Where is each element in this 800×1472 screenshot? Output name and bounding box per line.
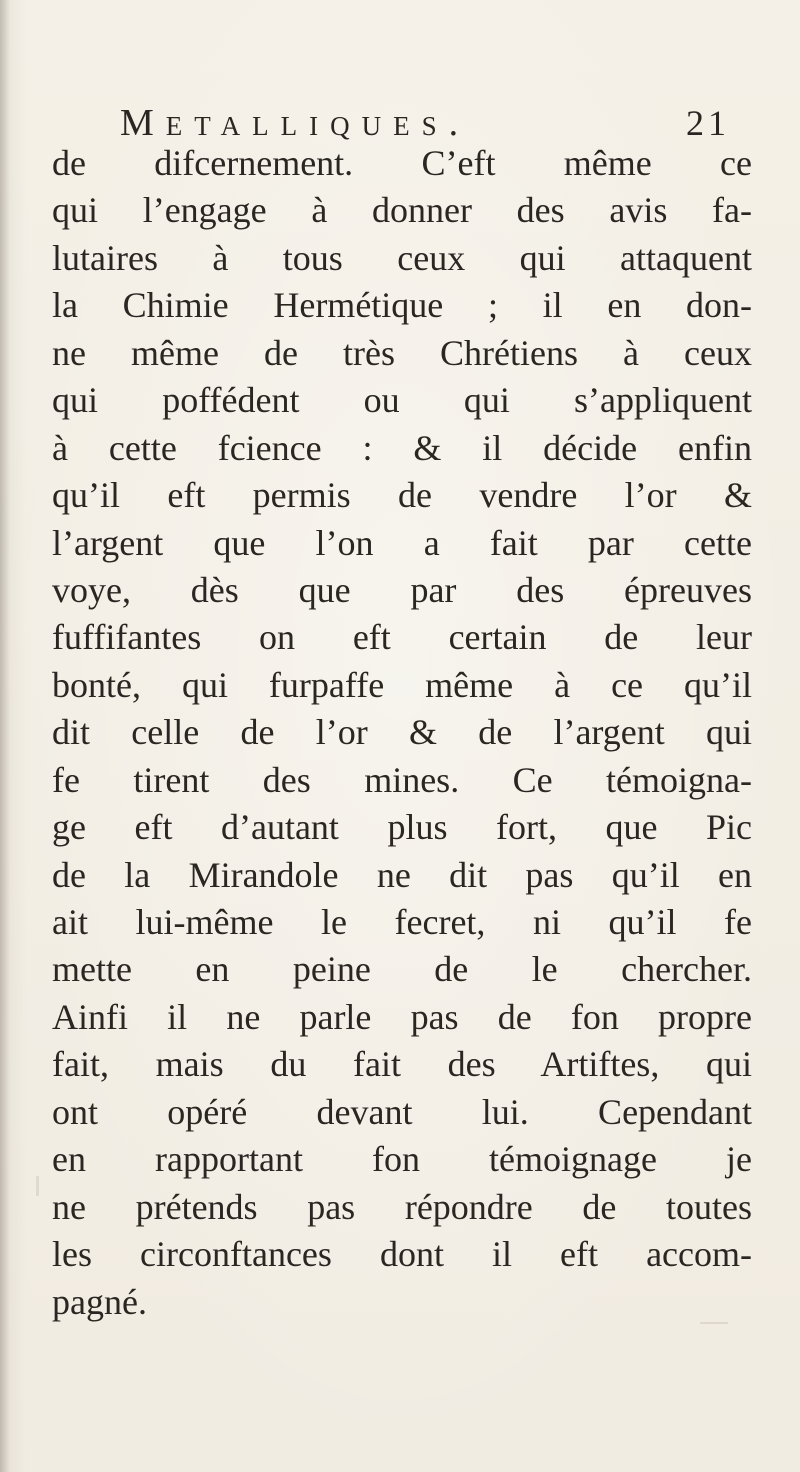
text-line: voye, dès que par des épreuves <box>52 569 752 610</box>
text-line: ne même de très Chrétiens à ceux <box>52 332 752 373</box>
text-line: pagné. <box>52 1281 147 1322</box>
text-line: qui l’engage à donner des avis fa- <box>52 190 752 231</box>
running-title: Metalliques. <box>120 102 471 144</box>
text-line: les circonftances dont il eft accom- <box>52 1234 752 1275</box>
text-line: fe tirent des mines. Ce témoigna- <box>52 759 752 800</box>
text-line: de difcernement. C’eft même ce <box>52 143 752 183</box>
text-line: fait, mais du fait des Artiftes, qui <box>52 1044 752 1085</box>
page-edge-shadow <box>0 0 10 1472</box>
paper-blemish <box>700 1322 728 1324</box>
text-line: en rapportant fon témoignage je <box>52 1139 752 1180</box>
text-line: ait lui-même le fecret, ni qu’il fe <box>52 902 752 942</box>
text-line: Ainfi il ne parle pas de fon propre <box>52 996 752 1037</box>
text-line: ont opéré devant lui. Cependant <box>52 1091 752 1132</box>
text-line: ge eft d’autant plus fort, que Pic <box>52 807 752 848</box>
paper-blemish <box>36 1176 39 1196</box>
text-line: ne prétends pas répondre de toutes <box>52 1186 752 1227</box>
text-line: qu’il eft permis de vendre l’or & <box>52 475 752 516</box>
text-line: à cette fcience : & il décide enfin <box>52 427 752 468</box>
text-line: mette en peine de le chercher. <box>52 949 752 990</box>
text-line: l’argent que l’on a fait par cette <box>52 522 752 563</box>
text-line: fuffifantes on eft certain de leur <box>52 617 752 658</box>
text-line: de la Mirandole ne dit pas qu’il en <box>52 854 752 895</box>
text-line: qui poffédent ou qui s’appliquent <box>52 380 752 421</box>
page-number: 21 <box>686 103 730 143</box>
text-line: la Chimie Hermétique ; il en don- <box>52 285 752 326</box>
body-text <box>52 140 752 1326</box>
text-line: dit celle de l’or & de l’argent qui <box>52 712 752 753</box>
text-line: lutaires à tous ceux qui attaquent <box>52 237 752 278</box>
text-line: bonté, qui furpaffe même à ce qu’il <box>52 664 752 705</box>
